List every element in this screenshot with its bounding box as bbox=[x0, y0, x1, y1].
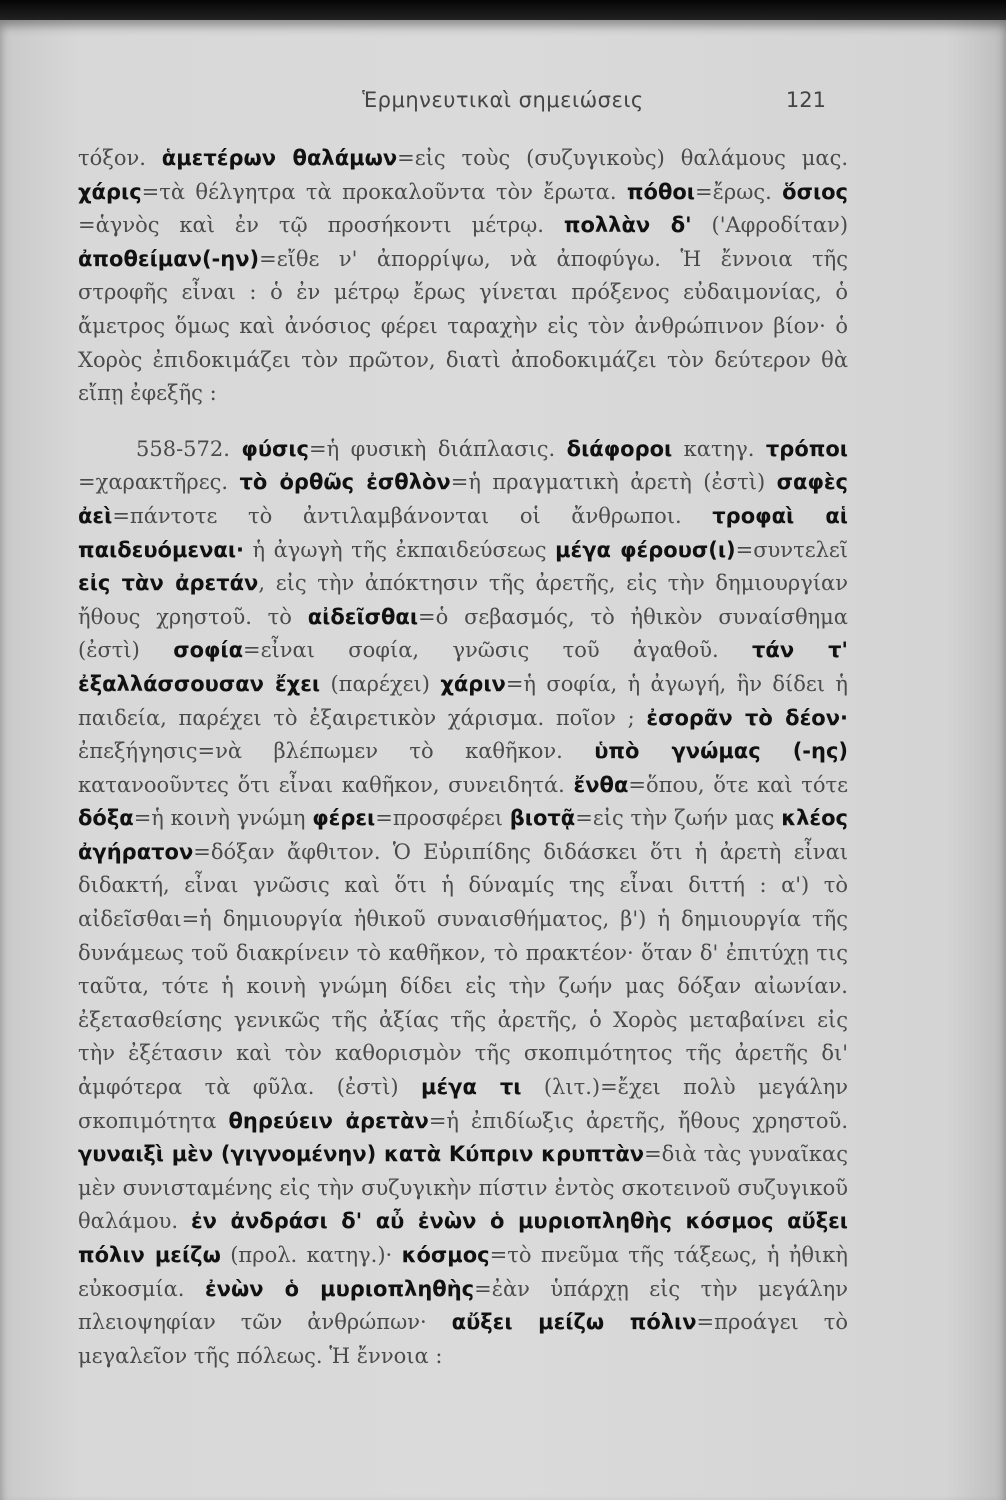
commentary-text: κατανοοῦντες ὅτι εἶναι καθῆκον, συνειδητά. bbox=[78, 772, 574, 797]
commentary-text: =εἶναι σοφία, γνῶσις τοῦ ἀγαθοῦ. bbox=[243, 638, 753, 663]
page-body bbox=[78, 142, 848, 1373]
commentary-text: =ὁ σεβασμός, τὸ ἠθικὸν συναίσθημα (ἐστὶ) bbox=[78, 604, 848, 663]
commentary-text: =εἰς τὴν ζωήν μας bbox=[575, 806, 782, 831]
commentary-text: =τὸ πνεῦμα τῆς τάξεως, ἡ ἠθικὴ εὐκοσμία. bbox=[78, 1243, 848, 1301]
lemma-term: εἰς τὰν ἀρετάν bbox=[78, 571, 259, 596]
lemma-term: πόθοι bbox=[626, 179, 695, 204]
commentary-text: =χαρακτῆρες. bbox=[78, 470, 240, 495]
commentary-text: =εἰς τοὺς (συζυγικοὺς) θαλάμους μας. bbox=[397, 146, 849, 170]
lemma-term: δόξα bbox=[78, 806, 134, 831]
lemma-term: χάρις bbox=[78, 179, 142, 204]
commentary-text: (παρέχει) bbox=[320, 671, 441, 696]
book-page bbox=[0, 20, 1006, 1500]
commentary-text: τόξον. bbox=[78, 146, 162, 170]
commentary-text: =ἡ κοινὴ γνώμη bbox=[133, 806, 313, 831]
lemma-term: φύσις bbox=[241, 436, 309, 461]
commentary-text: =ἡ πραγματικὴ ἀρετὴ (ἐστὶ) bbox=[450, 470, 777, 495]
lemma-term: σαφὲς ἀεὶ bbox=[78, 470, 849, 528]
commentary-text: (προλ. κατηγ.)· bbox=[220, 1243, 402, 1267]
lemma-term: πολλὰν δ' bbox=[563, 213, 692, 238]
paragraph bbox=[78, 433, 848, 1374]
lemma-term: διάφοροι bbox=[566, 436, 673, 461]
lemma-term: τὸ ὀρθῶς ἐσθλὸν bbox=[239, 470, 451, 495]
lemma-term: ὑπὸ γνώμας (-ης) bbox=[594, 739, 849, 764]
lemma-term: ἁμετέρων θαλάμων bbox=[161, 146, 398, 170]
commentary-text: =ἡ ἐπιδίωξις ἀρετῆς, ἤθους χρηστοῦ. bbox=[428, 1108, 849, 1133]
commentary-text: ('Αφροδίταν) bbox=[691, 213, 849, 238]
lemma-term: γυναιξὶ μὲν (γιγνομένην) κατὰ Κύπριν κρυπτὰν bbox=[78, 1142, 645, 1167]
commentary-text: =προάγει τὸ μεγαλεῖον τῆς πόλεως. Ἡ ἔννοια : bbox=[78, 1310, 849, 1368]
paragraph bbox=[78, 142, 848, 411]
lemma-term: τροφαὶ αἱ παιδευόμεναι· bbox=[78, 503, 848, 562]
lemma-term: θηρεύειν ἀρετὰν bbox=[228, 1108, 429, 1133]
lemma-term: ἐνὼν ὁ μυριοπληθὴς bbox=[204, 1276, 475, 1301]
commentary-text: =εἴθε ν' ἀπορρίψω, νὰ ἀποφύγω. Ἡ ἔννοια τῆς στροφῆς εἶναι : ὁ ἐν μέτρῳ ἔρως γίνεται πρόξενος εὐδαιμονίας, ὁ ἄμετρος ὅμως καὶ ἀνόσιος φέρει ταραχὴν εἰς τὸν ἀνθρώπινον βίον· ὁ Χορὸς ἐπιδοκιμάζει τὸν πρῶτον, διατὶ ἀποδοκιμάζει τὸν δεύτερον θὰ εἴπῃ ἐφεξῆς : bbox=[78, 246, 848, 406]
commentary-text: =διὰ τὰς γυναῖκας μὲν συνισταμένης εἰς τὴν συζυγικὴν πίστιν ἐντὸς σκοτεινοῦ συζυγικοῦ θαλάμου. bbox=[78, 1142, 848, 1234]
lemma-term: χάριν bbox=[440, 671, 506, 696]
lemma-term: μέγα τι bbox=[421, 1075, 522, 1100]
lemma-term: ὅσιος bbox=[782, 179, 848, 204]
lemma-term: μέγα φέρουσ(ι) bbox=[555, 537, 736, 562]
commentary-text: =συντελεῖ bbox=[735, 537, 848, 562]
commentary-text: =πάντοτε τὸ ἀντιλαμβάνονται οἱ ἄνθρωποι. bbox=[112, 503, 713, 528]
lemma-term: κλέος ἀγήρατον bbox=[78, 806, 848, 864]
commentary-text: =ἁγνὸς καὶ ἐν τῷ προσήκοντι μέτρῳ. bbox=[78, 213, 564, 238]
commentary-text: =ἐὰν ὑπάρχῃ εἰς τὴν μεγάλην πλειοψηφίαν τῶν ἀνθρώπων· bbox=[78, 1276, 848, 1335]
commentary-text: κατηγ. bbox=[672, 436, 766, 461]
commentary-text: (λιτ.)=ἔχει πολὺ μεγάλην σκοπιμότητα bbox=[78, 1075, 848, 1133]
lemma-term: φέρει bbox=[312, 806, 376, 831]
lemma-term: αὔξει μείζω πόλιν bbox=[451, 1310, 697, 1335]
commentary-text: ἐπεξήγησις=νὰ βλέπωμεν τὸ καθῆκον. bbox=[78, 739, 595, 764]
lemma-term: τρόποι bbox=[765, 436, 848, 461]
commentary-text: =προσφέρει bbox=[375, 806, 510, 831]
lemma-term: ἔνθα bbox=[573, 772, 629, 797]
commentary-text: =ἔρως. bbox=[694, 179, 783, 204]
lemma-term: βιοτᾷ bbox=[509, 806, 576, 831]
lemma-term: σοφία bbox=[173, 638, 244, 663]
lemma-term: τάν τ' ἐξαλλάσσουσαν ἔχει bbox=[78, 638, 848, 696]
commentary-text: , εἰς τὴν ἀπόκτησιν τῆς ἀρετῆς, εἰς τὴν δημιουργίαν ἤθους χρηστοῦ. τὸ bbox=[78, 571, 848, 629]
lemma-term: αἰδεῖσθαι bbox=[307, 604, 419, 629]
page-number: 121 bbox=[785, 88, 826, 112]
commentary-text: =δόξαν ἄφθιτον. Ὁ Εὐριπίδης διδάσκει ὅτι ἡ ἀρετὴ εἶναι διδακτή, εἶναι γνῶσις καὶ ὅτι ἡ δύναμίς της εἶναι διττή : α') τὸ αἰδεῖσθαι=ἡ δημιουργία ἠθικοῦ συναισθήματος, β') ἡ δημιουργία τῆς δυνάμεως τοῦ διακρίνειν τὸ καθῆκον, τὸ πρακτέον· ὅταν δ' ἐπιτύχῃ τις ταῦτα, τότε ἡ κοινὴ γνώμη δίδει εἰς τὴν ζωήν μας δόξαν αἰωνίαν. ἐξετασθείσης γενικῶς τῆς ἀξίας τῆς ἀρετῆς, ὁ Χορὸς μεταβαίνει εἰς τὴν ἐξέτασιν καὶ τὸν καθορισμὸν τῆς σκοπιμότητος τῆς ἀρετῆς δι' ἀμφότερα τὰ φῦλα. (ἐστὶ) bbox=[78, 839, 848, 1100]
commentary-text: =ἡ σοφία, ἡ ἀγωγή, ἣν δίδει ἡ παιδεία, παρέχει τὸ ἐξαιρετικὸν χάρισμα. ποῖον ; bbox=[78, 671, 848, 730]
running-head: Ἑρμηνευτικαὶ σημειώσεις bbox=[362, 88, 644, 112]
lemma-term: κόσμος bbox=[401, 1243, 490, 1267]
lemma-term: ἀποθείμαν(-ην) bbox=[78, 246, 260, 271]
commentary-text: =τὰ θέλγητρα τὰ προκαλοῦντα τὸν ἔρωτα. bbox=[141, 179, 627, 204]
lemma-term: ἐν ἀνδράσι δ' αὖ ἐνὼν ὁ μυριοπληθὴς κόσμος αὔξει πόλιν μείζω bbox=[78, 1209, 848, 1267]
page-header bbox=[0, 88, 1006, 118]
lemma-term: ἐσορᾶν τὸ δέον· bbox=[646, 705, 848, 730]
commentary-text: 558-572. bbox=[136, 436, 242, 461]
commentary-text: =ἡ φυσικὴ διάπλασις. bbox=[309, 436, 567, 461]
commentary-text: ἡ ἀγωγὴ τῆς ἐκπαιδεύσεως bbox=[243, 537, 556, 562]
commentary-text: =ὅπου, ὅτε καὶ τότε bbox=[628, 772, 848, 797]
